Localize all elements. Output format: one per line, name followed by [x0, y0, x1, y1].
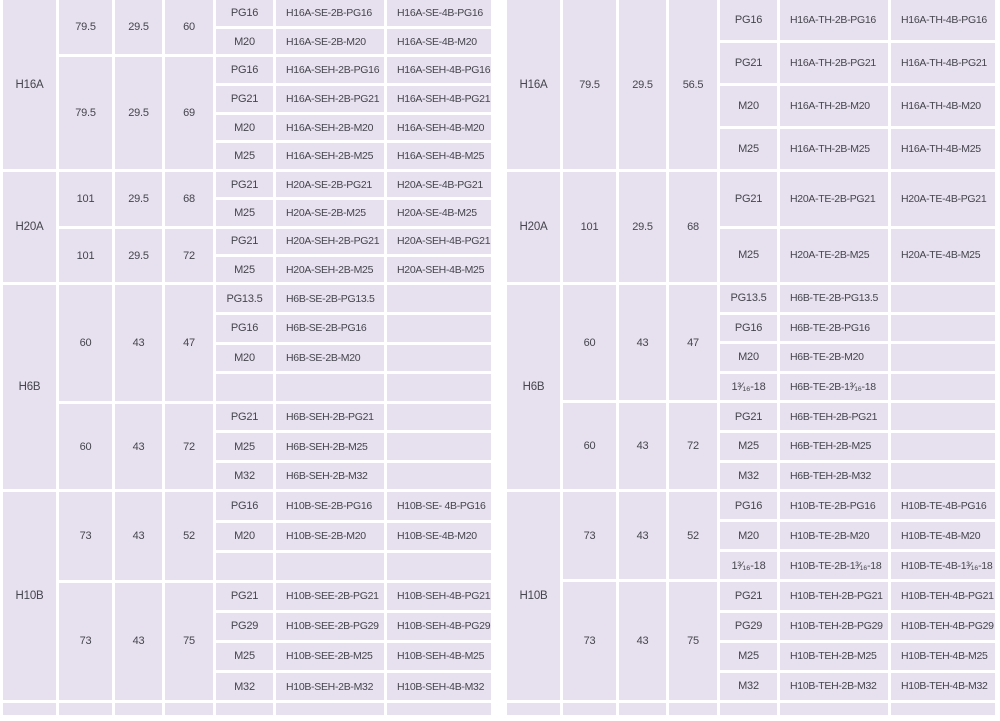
thread-size-cell: PG16 — [720, 492, 777, 519]
part-number-2b-cell: H10B-TEH-2B-PG29 — [780, 613, 888, 640]
part-number-2b-cell: H16A-TH-2B-PG16 — [780, 0, 888, 40]
dim-a-cell: 101 — [59, 172, 112, 226]
part-number-2b-cell: H6B-SE-2B-PG13.5 — [276, 285, 384, 312]
model-cell: H20A — [3, 172, 56, 282]
part-number-2b-cell: H16A-TH-2B-M20 — [780, 86, 888, 126]
model-cell: H10B — [507, 492, 560, 700]
model-cell: H10B — [3, 492, 56, 700]
clipped-cell — [780, 703, 888, 715]
part-number-2b-cell: H6B-SE-2B-M20 — [276, 345, 384, 372]
dim-b-cell: 43 — [115, 285, 162, 400]
part-number-2b-cell: H10B-TEH-2B-PG21 — [780, 582, 888, 609]
dim-a-cell: 73 — [563, 582, 616, 699]
model-cell: H16A — [3, 0, 56, 169]
table-row — [3, 57, 491, 83]
empty-part-cell — [891, 374, 995, 401]
part-number-4b-cell: H10B-SE-4B-M20 — [387, 523, 491, 550]
part-number-4b-cell: H10B-TEH-4B-M32 — [891, 673, 995, 700]
table-row — [3, 492, 491, 519]
thread-size-cell: M25 — [720, 129, 777, 169]
part-number-2b-cell: H20A-SEH-2B-PG21 — [276, 229, 384, 254]
part-number-2b-cell: H6B-SE-2B-PG16 — [276, 315, 384, 342]
part-number-4b-cell: H16A-SEH-4B-PG16 — [387, 57, 491, 83]
part-number-2b-cell: H6B-SEH-2B-PG21 — [276, 404, 384, 431]
part-number-4b-cell: H16A-TH-4B-M25 — [891, 129, 995, 169]
empty-part-cell — [387, 374, 491, 401]
empty-part-cell — [387, 553, 491, 580]
thread-size-cell: PG21 — [216, 229, 273, 254]
dim-b-cell: 43 — [619, 582, 666, 699]
clipped-cell — [59, 703, 112, 715]
table-row — [507, 582, 995, 609]
part-number-4b-cell: H20A-TE-4B-PG21 — [891, 172, 995, 226]
table-row — [3, 583, 491, 610]
empty-part-cell — [276, 553, 384, 580]
dim-b-cell: 43 — [115, 404, 162, 490]
part-number-4b-cell: H16A-SEH-4B-M20 — [387, 115, 491, 141]
part-number-2b-cell: H6B-TE-2B-PG13.5 — [780, 285, 888, 312]
thread-size-cell: PG16 — [216, 315, 273, 342]
thread-size-cell: M25 — [720, 229, 777, 283]
part-number-2b-cell: H10B-TEH-2B-M25 — [780, 643, 888, 670]
empty-part-cell — [387, 433, 491, 460]
table-row — [3, 229, 491, 254]
part-number-4b-cell: H10B-TE-4B-M20 — [891, 522, 995, 549]
dim-b-cell: 29.5 — [115, 229, 162, 283]
part-number-2b-cell: H16A-SEH-2B-PG16 — [276, 57, 384, 83]
spec-table-left — [0, 0, 494, 718]
part-number-2b-cell: H20A-TE-2B-M25 — [780, 229, 888, 283]
dim-a-cell: 73 — [59, 583, 112, 700]
dim-b-cell: 43 — [619, 285, 666, 400]
empty-part-cell — [891, 285, 995, 312]
part-number-2b-cell: H10B-TE-2B-PG16 — [780, 492, 888, 519]
part-number-4b-cell: H20A-TE-4B-M25 — [891, 229, 995, 283]
part-number-4b-cell: H16A-SE-4B-PG16 — [387, 0, 491, 26]
thread-size-cell: M32 — [720, 673, 777, 700]
clipped-cell — [276, 703, 384, 715]
part-number-4b-cell: H16A-TH-4B-M20 — [891, 86, 995, 126]
thread-size-cell: PG21 — [720, 43, 777, 83]
dim-a-cell: 79.5 — [563, 0, 616, 169]
dim-a-cell: 79.5 — [59, 57, 112, 169]
part-number-2b-cell: H10B-SEE-2B-PG29 — [276, 613, 384, 640]
part-number-4b-cell: H10B-TEH-4B-PG21 — [891, 582, 995, 609]
part-number-2b-cell: H20A-SE-2B-M25 — [276, 200, 384, 225]
thread-size-cell: PG21 — [216, 404, 273, 431]
thread-size-cell: M25 — [216, 433, 273, 460]
dim-c-cell: 60 — [165, 0, 213, 54]
dim-b-cell: 43 — [115, 492, 162, 579]
part-number-2b-cell: H10B-TE-2B-1³⁄₁₆-18 — [780, 552, 888, 579]
table-row — [507, 492, 995, 519]
thread-size-cell: PG13.5 — [216, 285, 273, 312]
dim-c-cell: 69 — [165, 57, 213, 169]
spec-table-right — [504, 0, 998, 718]
part-number-2b-cell: H6B-SEH-2B-M32 — [276, 463, 384, 490]
part-number-2b-cell: H20A-SE-2B-PG21 — [276, 172, 384, 197]
thread-size-cell: M20 — [216, 345, 273, 372]
part-number-2b-cell: H6B-TE-2B-M20 — [780, 344, 888, 371]
model-cell: H20A — [507, 172, 560, 282]
part-number-4b-cell: H10B-SEH-4B-M32 — [387, 673, 491, 700]
thread-size-cell: PG21 — [216, 86, 273, 112]
thread-size-cell: PG29 — [720, 613, 777, 640]
part-number-2b-cell: H10B-SE-2B-M20 — [276, 523, 384, 550]
thread-size-cell: M25 — [216, 643, 273, 670]
dim-b-cell: 29.5 — [619, 0, 666, 169]
table-row — [3, 0, 491, 26]
empty-part-cell — [387, 345, 491, 372]
thread-size-cell: M20 — [720, 344, 777, 371]
dim-a-cell: 101 — [563, 172, 616, 282]
dim-b-cell: 43 — [115, 583, 162, 700]
table-row — [3, 404, 491, 431]
clipped-cell — [3, 703, 56, 715]
clipped-cell — [216, 703, 273, 715]
part-number-2b-cell: H6B-SEH-2B-M25 — [276, 433, 384, 460]
clipped-cell — [165, 703, 213, 715]
dim-a-cell: 73 — [563, 492, 616, 579]
dim-a-cell: 60 — [563, 285, 616, 400]
empty-part-cell — [891, 433, 995, 460]
part-number-4b-cell: H10B-TE-4B-1³⁄₁₆-18 — [891, 552, 995, 579]
thread-size-cell: M25 — [216, 200, 273, 225]
clipped-cell — [563, 703, 616, 715]
dim-b-cell: 29.5 — [115, 57, 162, 169]
part-number-4b-cell: H16A-SEH-4B-PG21 — [387, 86, 491, 112]
table-row — [3, 285, 491, 312]
empty-part-cell — [387, 285, 491, 312]
part-number-2b-cell: H16A-SEH-2B-PG21 — [276, 86, 384, 112]
dim-a-cell: 60 — [59, 404, 112, 490]
model-cell: H16A — [507, 0, 560, 169]
thread-size-cell: PG16 — [720, 0, 777, 40]
empty-part-cell — [891, 403, 995, 430]
part-number-4b-cell: H10B-TEH-4B-PG29 — [891, 613, 995, 640]
left-table-panel — [0, 0, 494, 721]
dim-c-cell: 72 — [669, 403, 717, 489]
part-number-2b-cell: H16A-SE-2B-PG16 — [276, 0, 384, 26]
thread-size-cell: PG16 — [216, 0, 273, 26]
part-number-2b-cell: H10B-SEE-2B-PG21 — [276, 583, 384, 610]
thread-size-cell: PG21 — [216, 172, 273, 197]
thread-size-cell: PG21 — [720, 403, 777, 430]
part-number-2b-cell: H16A-SEH-2B-M20 — [276, 115, 384, 141]
part-number-2b-cell: H6B-TE-2B-PG16 — [780, 315, 888, 342]
clipped-cell — [387, 703, 491, 715]
dim-c-cell: 52 — [165, 492, 213, 579]
dim-a-cell: 60 — [563, 403, 616, 489]
dim-a-cell: 101 — [59, 229, 112, 283]
empty-part-cell — [387, 463, 491, 490]
part-number-2b-cell: H6B-TEH-2B-M25 — [780, 433, 888, 460]
part-number-2b-cell: H16A-SEH-2B-M25 — [276, 143, 384, 169]
thread-size-cell: PG16 — [216, 492, 273, 519]
part-number-4b-cell: H10B-SEH-4B-M25 — [387, 643, 491, 670]
thread-size-cell: PG13.5 — [720, 285, 777, 312]
empty-part-cell — [276, 374, 384, 401]
empty-part-cell — [387, 315, 491, 342]
thread-size-cell: M25 — [720, 433, 777, 460]
thread-size-cell: 1³⁄₁₆-18 — [720, 374, 777, 401]
dim-c-cell: 75 — [669, 582, 717, 699]
part-number-4b-cell: H10B-SEH-4B-PG29 — [387, 613, 491, 640]
thread-size-cell: M20 — [720, 86, 777, 126]
empty-thread-cell — [216, 553, 273, 580]
thread-size-cell: PG29 — [216, 613, 273, 640]
dim-b-cell: 29.5 — [619, 172, 666, 282]
thread-size-cell: PG16 — [216, 57, 273, 83]
table-row — [507, 285, 995, 312]
thread-size-cell: M25 — [216, 257, 273, 282]
dim-c-cell: 68 — [165, 172, 213, 226]
dim-c-cell: 72 — [165, 229, 213, 283]
part-number-2b-cell: H6B-TEH-2B-PG21 — [780, 403, 888, 430]
thread-size-cell: M32 — [720, 463, 777, 490]
empty-part-cell — [891, 463, 995, 490]
dim-b-cell: 29.5 — [115, 172, 162, 226]
clipped-partial-row — [507, 703, 995, 715]
thread-size-cell: M25 — [216, 143, 273, 169]
part-number-2b-cell: H10B-SEH-2B-M32 — [276, 673, 384, 700]
empty-part-cell — [891, 344, 995, 371]
clipped-cell — [115, 703, 162, 715]
empty-thread-cell — [216, 374, 273, 401]
dim-c-cell: 47 — [165, 285, 213, 400]
dim-b-cell: 43 — [619, 492, 666, 579]
clipped-cell — [891, 703, 995, 715]
part-number-2b-cell: H16A-TH-2B-M25 — [780, 129, 888, 169]
part-number-2b-cell: H10B-SE-2B-PG16 — [276, 492, 384, 519]
dim-b-cell: 43 — [619, 403, 666, 489]
part-number-4b-cell: H20A-SE-4B-M25 — [387, 200, 491, 225]
clipped-cell — [720, 703, 777, 715]
part-number-4b-cell: H10B-SEH-4B-PG21 — [387, 583, 491, 610]
dim-b-cell: 29.5 — [115, 0, 162, 54]
thread-size-cell: PG21 — [216, 583, 273, 610]
part-number-4b-cell: H16A-SEH-4B-M25 — [387, 143, 491, 169]
thread-size-cell: M20 — [216, 523, 273, 550]
dim-a-cell: 73 — [59, 492, 112, 579]
table-row — [507, 172, 995, 226]
clipped-cell — [669, 703, 717, 715]
dim-c-cell: 47 — [669, 285, 717, 400]
model-cell: H6B — [507, 285, 560, 489]
part-number-4b-cell: H20A-SE-4B-PG21 — [387, 172, 491, 197]
part-number-4b-cell: H10B-SE- 4B-PG16 — [387, 492, 491, 519]
thread-size-cell: PG21 — [720, 582, 777, 609]
part-number-2b-cell: H16A-SE-2B-M20 — [276, 29, 384, 55]
part-number-4b-cell: H16A-TH-4B-PG16 — [891, 0, 995, 40]
part-number-2b-cell: H10B-TEH-2B-M32 — [780, 673, 888, 700]
thread-size-cell: M20 — [720, 522, 777, 549]
dim-c-cell: 52 — [669, 492, 717, 579]
part-number-4b-cell: H20A-SEH-4B-PG21 — [387, 229, 491, 254]
thread-size-cell: M25 — [720, 643, 777, 670]
part-number-4b-cell: H10B-TE-4B-PG16 — [891, 492, 995, 519]
part-number-4b-cell: H16A-SE-4B-M20 — [387, 29, 491, 55]
table-row — [507, 403, 995, 430]
clipped-cell — [619, 703, 666, 715]
part-number-2b-cell: H20A-TE-2B-PG21 — [780, 172, 888, 226]
empty-part-cell — [387, 404, 491, 431]
thread-size-cell: 1³⁄₁₆-18 — [720, 552, 777, 579]
thread-size-cell: M32 — [216, 673, 273, 700]
thread-size-cell: M32 — [216, 463, 273, 490]
right-table-panel — [504, 0, 998, 721]
part-number-4b-cell: H16A-TH-4B-PG21 — [891, 43, 995, 83]
thread-size-cell: M20 — [216, 115, 273, 141]
table-row — [3, 172, 491, 197]
thread-size-cell: M20 — [216, 29, 273, 55]
dim-a-cell: 79.5 — [59, 0, 112, 54]
part-number-2b-cell: H10B-SEE-2B-M25 — [276, 643, 384, 670]
part-number-2b-cell: H20A-SEH-2B-M25 — [276, 257, 384, 282]
clipped-cell — [507, 703, 560, 715]
model-cell: H6B — [3, 285, 56, 489]
thread-size-cell: PG16 — [720, 315, 777, 342]
table-row — [507, 0, 995, 40]
thread-size-cell: PG21 — [720, 172, 777, 226]
part-number-2b-cell: H10B-TE-2B-M20 — [780, 522, 888, 549]
clipped-partial-row — [3, 703, 491, 715]
part-number-4b-cell: H20A-SEH-4B-M25 — [387, 257, 491, 282]
part-number-2b-cell: H16A-TH-2B-PG21 — [780, 43, 888, 83]
part-number-2b-cell: H6B-TE-2B-1³⁄₁₆-18 — [780, 374, 888, 401]
empty-part-cell — [891, 315, 995, 342]
dim-a-cell: 60 — [59, 285, 112, 400]
part-number-2b-cell: H6B-TEH-2B-M32 — [780, 463, 888, 490]
dim-c-cell: 75 — [165, 583, 213, 700]
dim-c-cell: 68 — [669, 172, 717, 282]
dim-c-cell: 72 — [165, 404, 213, 490]
dim-c-cell: 56.5 — [669, 0, 717, 169]
part-number-4b-cell: H10B-TEH-4B-M25 — [891, 643, 995, 670]
